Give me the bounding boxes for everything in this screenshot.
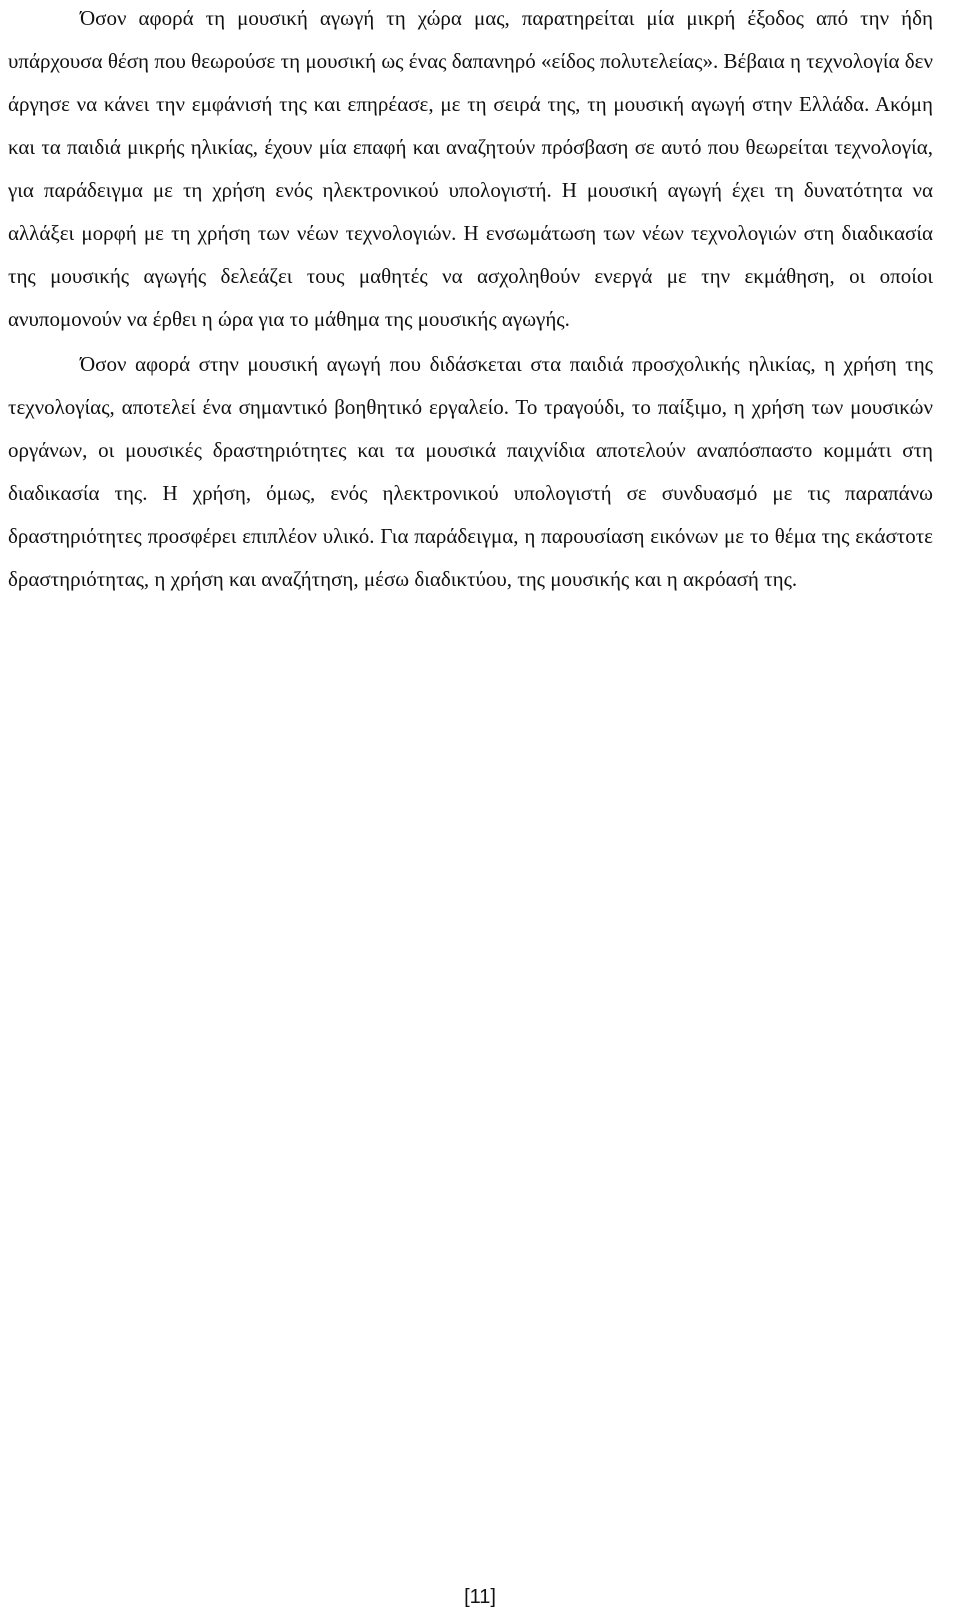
body-text <box>8 0 933 601</box>
paragraph-music-education-greece: Όσον αφορά τη μουσική αγωγή τη χώρα μας, παρατηρείται μία μικρή έξοδος από την ήδη υπάρχουσα θέση που θεωρούσε τη μουσική ως ένας δαπανηρό «είδος πολυτελείας». Βέβαια η τεχνολογία δεν άργησε να κάνει την εμφάνισή της και επηρέασε, με τη σειρά της, τη μουσική αγωγή στην Ελλάδα. Ακόμη και τα παιδιά μικρής ηλικίας, έχουν μία επαφή και αναζητούν πρόσβαση σε αυτό που θεωρείται τεχνολογία, για παράδειγμα με τη χρήση ενός ηλεκτρονικού υπολογιστή. Η μουσική αγωγή έχει τη δυνατότητα να αλλάξει μορφή με τη χρήση των νέων τεχνολογιών. Η ενσωμάτωση των νέων τεχνολογιών στη διαδικασία της μουσικής αγωγής δελεάζει τους μαθητές να ασχοληθούν ενεργά με την εκμάθηση, οι οποίοι ανυπομονούν να έρθει η ώρα για το μάθημα της μουσικής αγωγής. <box>8 6 933 331</box>
paragraph-preschool-technology: Όσον αφορά στην μουσική αγωγή που διδάσκεται στα παιδιά προσχολικής ηλικίας, η χρήση της τεχνολογίας, αποτελεί ένα σημαντικό βοηθητικό εργαλείο. Το τραγούδι, το παίξιμο, η χρήση των μουσικών οργάνων, οι μουσικές δραστηριότητες και τα μουσικά παιχνίδια αποτελούν αναπόσπαστο κομμάτι στη διαδικασία της. Η χρήση, όμως, ενός ηλεκτρονικού υπολογιστή σε συνδυασμό με τις παραπάνω δραστηριότητες προσφέρει επιπλέον υλικό. Για παράδειγμα, η παρουσίαση εικόνων με το θέμα της εκάστοτε δραστηριότητας, η χρήση και αναζήτηση, μέσω διαδικτύου, της μουσικής και η ακρόασή της. <box>8 352 933 591</box>
page-number: [11] <box>464 1586 496 1608</box>
